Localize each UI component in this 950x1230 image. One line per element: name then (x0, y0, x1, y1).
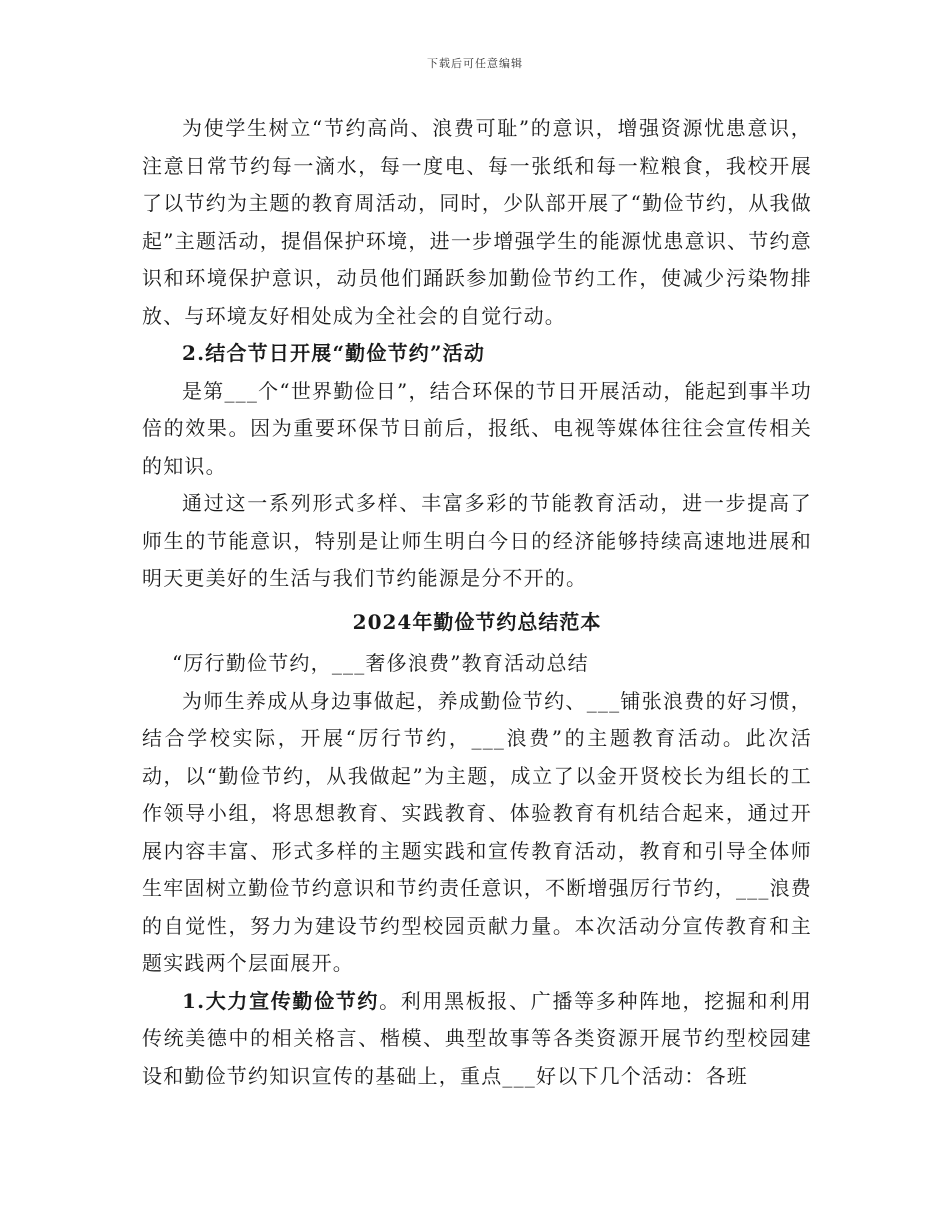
document-title: 2024年勤俭节约总结范本 (352, 609, 602, 634)
document-subtitle: “厉行勤俭节约，___奢侈浪费”教育活动总结 (172, 651, 589, 675)
paragraph: 通过这一系列形式多样、丰富多彩的节能教育活动，进一步提高了师生的节能意识，特别是让师生明白今日的经济能够持续高速地进展和明天更美好的生活与我们节约能源是分不开的。 (142, 491, 812, 590)
document-body (142, 110, 812, 1095)
section-heading: 2.结合节日开展“勤俭节约”活动 (182, 341, 486, 365)
header-note: 下载后可任意编辑 (427, 57, 523, 70)
paragraph: 是第___个“世界勤俭日”，结合环保的节日开展活动，能起到事半功倍的效果。因为重要环保节日前后，报纸、电视等媒体往往会宣传相关的知识。 (142, 378, 812, 478)
list-item (142, 983, 812, 1096)
paragraph: 为使学生树立“节约高尚、浪费可耻”的意识，增强资源忧患意识，注意日常节约每一滴水，每一度电、每一张纸和每一粒粮食，我校开展了以节约为主题的教育周活动，同时，少队部开展了“勤俭节约，从我做起”主题活动，提倡保护环境，进一步增强学生的能源忧患意识、节约意识和环境保护意识，动员他们踊跃参加勤俭节约工作，使减少污染物排放、与环境友好相处成为全社会的自觉行动。 (142, 116, 812, 328)
list-item-text: 。利用黑板报、广播等多种阵地，挖掘和利用传统美德中的相关格言、楷模、典型故事等各类资源开展节约型校园建设和勤俭节约知识宣传的基础上，重点___好以下几个活动：各班 (142, 988, 812, 1088)
paragraph: 为师生养成从身边事做起，养成勤俭节约、___铺张浪费的好习惯，结合学校实际，开展“厉行节约，___浪费”的主题教育活动。此次活动，以“勤俭节约，从我做起”为主题，成立了以金开贤校长为组长的工作领导小组，将思想教育、实践教育、体验教育有机结合起来，通过开展内容丰富、形式多样的主题实践和宣传教育活动，教育和引导全体师生牢固树立勤俭节约意识和节约责任意识，不断增强厉行节约，___浪费的自觉性，努力为建设节约型校园贡献力量。本次活动分宣传教育和主题实践两个层面展开。 (142, 688, 812, 975)
list-item-heading: 1.大力宣传勤俭节约 (182, 988, 380, 1013)
